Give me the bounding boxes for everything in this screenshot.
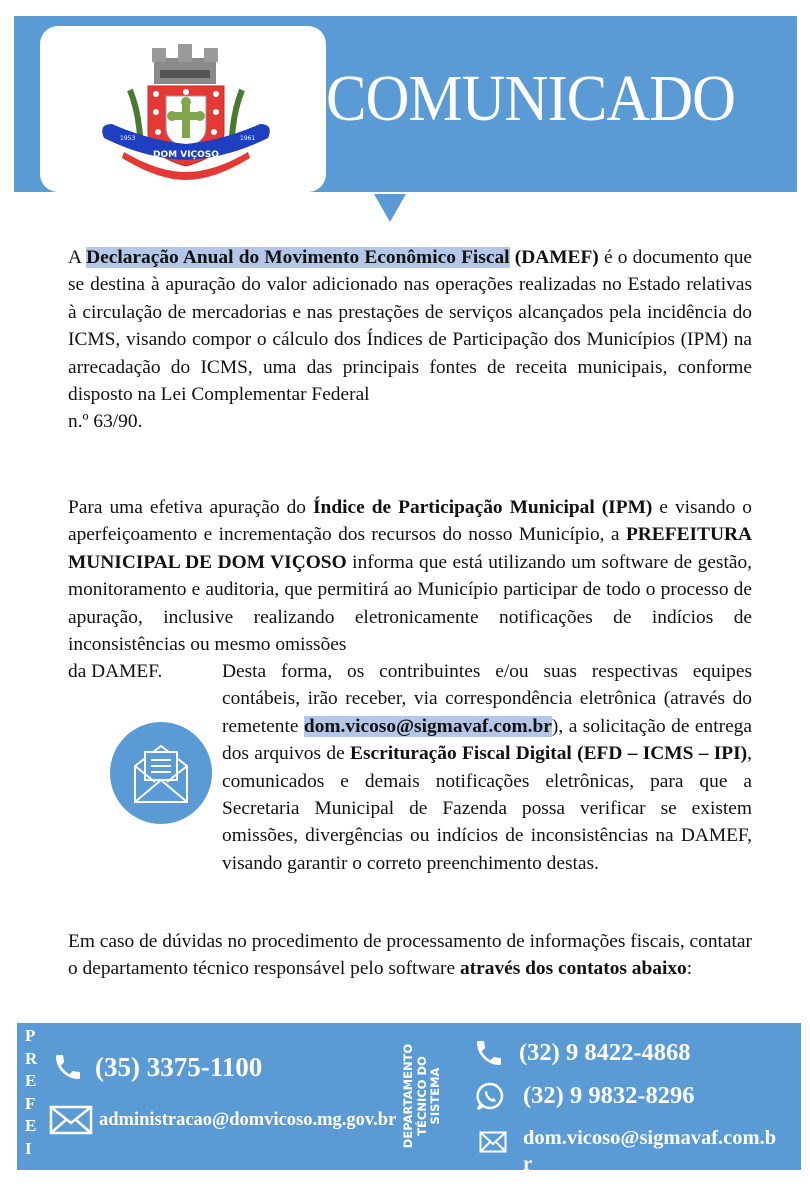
p2-text-b: e visando o aperfeiçoamento e incrementação dos recursos do nosso Município, a [68, 497, 752, 546]
vertical-letter: P [25, 1026, 36, 1045]
vertical-letter: E [25, 1116, 37, 1135]
pointer-triangle-icon [374, 194, 406, 222]
whatsapp-icon [475, 1081, 505, 1111]
p2-ipm-term: Índice de Participação Municipal (IPM) [313, 497, 653, 518]
dept-label-line: TÉCNICO DO [414, 1056, 429, 1136]
p2-text-c: informa que está utilizando um software de gestão, monitoramento e auditoria, que permitirá ao Município participar de todo o processo de apuração, inclusive realizando eletronicamente notificações de indícios de inconsistências ou mesmo omissões [68, 551, 752, 656]
prefeitura-phone[interactable]: (35) 3375-1100 [95, 1051, 263, 1082]
department-phone[interactable]: (32) 9 8422-4868 [519, 1039, 691, 1066]
vertical-letter: R [25, 1048, 38, 1068]
department-email-row[interactable] [479, 1125, 776, 1170]
department-phone-row[interactable] [473, 1037, 690, 1069]
p1-law-number: n.º 63/90. [68, 411, 143, 433]
phone-icon [473, 1037, 505, 1069]
department-email[interactable]: dom.vicoso@sigmavaf.com.b [523, 1127, 777, 1149]
prefeitura-phone-row[interactable] [51, 1051, 262, 1083]
vertical-prefeitura-label [25, 1025, 45, 1160]
department-whatsapp-row[interactable] [475, 1081, 694, 1111]
logo-card [40, 26, 326, 192]
p1-text-rest: é o documento que se destina à apuração do valor adicionado nas operações realizadas no Estado relativas à circulação de mercadorias e nas prestações de serviços alcançados pela incidência do ICMS, visando compor o cálculo dos Índices de Participação dos Municípios (IPM) na arrecadação do ICMS, uma das principais fontes de receita municipais, conforme disposto na Lei Complementar Federal [68, 247, 752, 406]
p2i-text-b: ), a solicitação de entrega dos arquivos de [222, 715, 752, 765]
p3-text-b: : [686, 958, 693, 980]
department-whatsapp[interactable]: (32) 9 9832-8296 [523, 1082, 695, 1109]
crown-icon [152, 44, 218, 84]
p1-acronym: (DAMEF) [514, 247, 599, 268]
footer-contacts [17, 1023, 801, 1170]
p2i-text-a: Desta forma, os contribuintes e/ou suas respectivas equipes contábeis, irão receber, via correspondência eletrônica (através do remetente [222, 661, 752, 737]
vertical-letter: I [25, 1138, 32, 1158]
sender-email-link[interactable]: dom.vicoso@sigmavaf.com.br [303, 715, 552, 737]
p2i-efd-term: Escrituração Fiscal Digital (EFD – ICMS – IPI) [350, 743, 748, 765]
p2-text-a: Para uma efetiva apuração do [68, 497, 313, 518]
p1-text-a: A [68, 247, 87, 268]
department-email-wrap[interactable]: r [523, 1153, 533, 1170]
dept-label-line: DEPARTAMENTO [400, 1043, 415, 1149]
department-label [387, 1031, 457, 1161]
prefeitura-email[interactable]: administracao@domvicoso.mg.gov.br [99, 1109, 397, 1130]
dept-label-line: SISTEMA [427, 1067, 442, 1125]
p1-highlighted-term: Declaração Anual do Movimento Econômico Fiscal [86, 247, 510, 268]
page-title: COMUNICADO [326, 62, 736, 135]
p2i-text-c: , comunicados e demais notificações eletrônicas, para que a Secretaria Municipal de Fazenda possa verificar se existem omissões, divergências ou indícios de inconsistências na DAMEF, visando garantir o correto preenchimento destas. [222, 743, 752, 874]
p2-prefeitura-name: PREFEITURA MUNICIPAL DE DOM VIÇOSO [68, 524, 752, 573]
p3-text-a: Em caso de dúvidas no procedimento de processamento de informações fiscais, contatar o departamento técnico responsável pelo software [68, 931, 752, 980]
prefeitura-email-row[interactable] [49, 1105, 396, 1135]
vertical-letter: F [25, 1093, 36, 1113]
phone-icon [51, 1051, 85, 1083]
paragraph-notification-info [222, 658, 752, 877]
p2-text-d: da DAMEF. [68, 661, 163, 683]
logo-motto: DOM VIÇOSO [153, 150, 219, 160]
logo-year-left: 1953 [120, 135, 136, 142]
coat-of-arms-logo [68, 40, 298, 180]
vertical-letter: E [25, 1071, 37, 1090]
envelope-icon [479, 1131, 507, 1153]
logo-year-right: 1961 [240, 135, 256, 142]
paragraph-damef-definition [68, 244, 752, 436]
envelope-icon [49, 1105, 93, 1135]
envelope-open-icon [110, 722, 212, 824]
paragraph-contact-info [68, 928, 752, 983]
p3-bold: através dos contatos abaixo [459, 958, 687, 980]
